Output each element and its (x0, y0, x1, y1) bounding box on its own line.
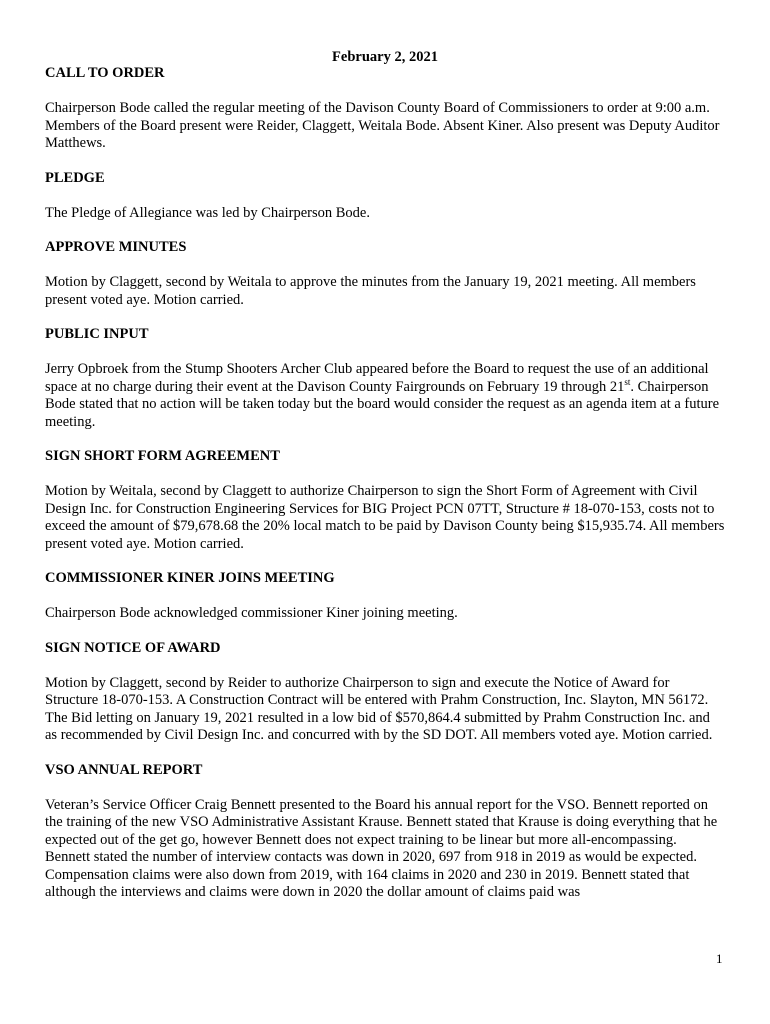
section-body: Chairperson Bode called the regular meeting of the Davison County Board of Commissioners to order at 9:00 a.m. Members of the Board present were Reider, Claggett, Weitala Bode. Absent Kiner. Also present was Deputy Auditor Matthews. (45, 100, 720, 151)
section-commissioner-kiner-joins (45, 570, 725, 623)
page-number: 1 (716, 951, 723, 966)
section-title: CALL TO ORDER (45, 65, 165, 81)
section-body: Motion by Claggett, second by Reider to authorize Chairperson to sign and execute the Notice of Award for Structure 18-070-153. A Construction Contract will be entered with Prahm Construction, Inc. Slayton, MN 56172. The Bid letting on January 19, 2021 resulted in a low bid of $570,864.4 submitted by Prahm Construction Inc. and as recommended by Civil Design Inc. and concurred with by the SD DOT. All members voted aye. Motion carried. (45, 674, 713, 743)
section-sign-short-form-agreement (45, 448, 725, 553)
section-body: Veteran’s Service Officer Craig Bennett presented to the Board his annual report for the VSO. Bennett reported on the training of the new VSO Administrative Assistant Krause. Bennett stated that Krause is doing everything that he expected out of the get go, however Bennett does not expect training to be linear but more all-encompassing. Bennett stated the number of interview contacts was down in 2020, 697 from 918 in 2019 as would be expected. Compensation claims were also down from 2019, with 164 claims in 2020 and 230 in 2019. Bennett stated that although the interviews and claims were down in 2020 the dollar amount of claims paid was (45, 796, 718, 900)
section-title: PLEDGE (45, 169, 105, 186)
section-title: VSO ANNUAL REPORT (45, 761, 203, 778)
section-body: The Pledge of Allegiance was led by Chairperson Bode. (45, 204, 370, 221)
section-body: Motion by Claggett, second by Weitala to approve the minutes from the January 19, 2021 meeting. All members present voted aye. Motion carried. (45, 274, 696, 308)
section-body: Chairperson Bode acknowledged commissioner Kiner joining meeting. (45, 605, 458, 621)
section-vso-annual-report (45, 762, 725, 902)
section-body-part: . Chairperson Bode stated that no action will be taken today but the board would consider the request as an agenda item at a future meeting. (45, 378, 720, 430)
section-title: SIGN SHORT FORM AGREEMENT (45, 448, 280, 464)
section-pledge (45, 170, 725, 223)
section-title: PUBLIC INPUT (45, 326, 149, 342)
section-sign-notice-of-award (45, 640, 725, 745)
section-body: Motion by Weitala, second by Claggett to authorize Chairperson to sign the Short Form of Agreement with Civil Design Inc. for Construction Engineering Services for BIG Project PCN 07TT, Structure # 18-070-153, costs not to exceed the amount of $79,678.68 the 20% local match to be paid by Davison County being $15,935.74. All members present voted aye. Motion carried. (45, 483, 725, 552)
meeting-date: February 2, 2021 (332, 49, 438, 65)
section-title: COMMISSIONER KINER JOINS MEETING (45, 570, 335, 586)
minutes-content (45, 65, 725, 919)
section-call-to-order (45, 65, 725, 153)
section-body-part: Jerry Opbroek from the Stump Shooters Archer Club appeared before the Board to request the use of an additional space at no charge during their event at the Davison County Fairgrounds on February 19 through 21 (45, 361, 709, 395)
section-approve-minutes (45, 239, 725, 309)
section-title: APPROVE MINUTES (45, 239, 187, 255)
ordinal-suffix: st (624, 376, 631, 387)
section-title: SIGN NOTICE OF AWARD (45, 639, 221, 656)
section-body (45, 361, 725, 431)
section-public-input (45, 326, 725, 431)
